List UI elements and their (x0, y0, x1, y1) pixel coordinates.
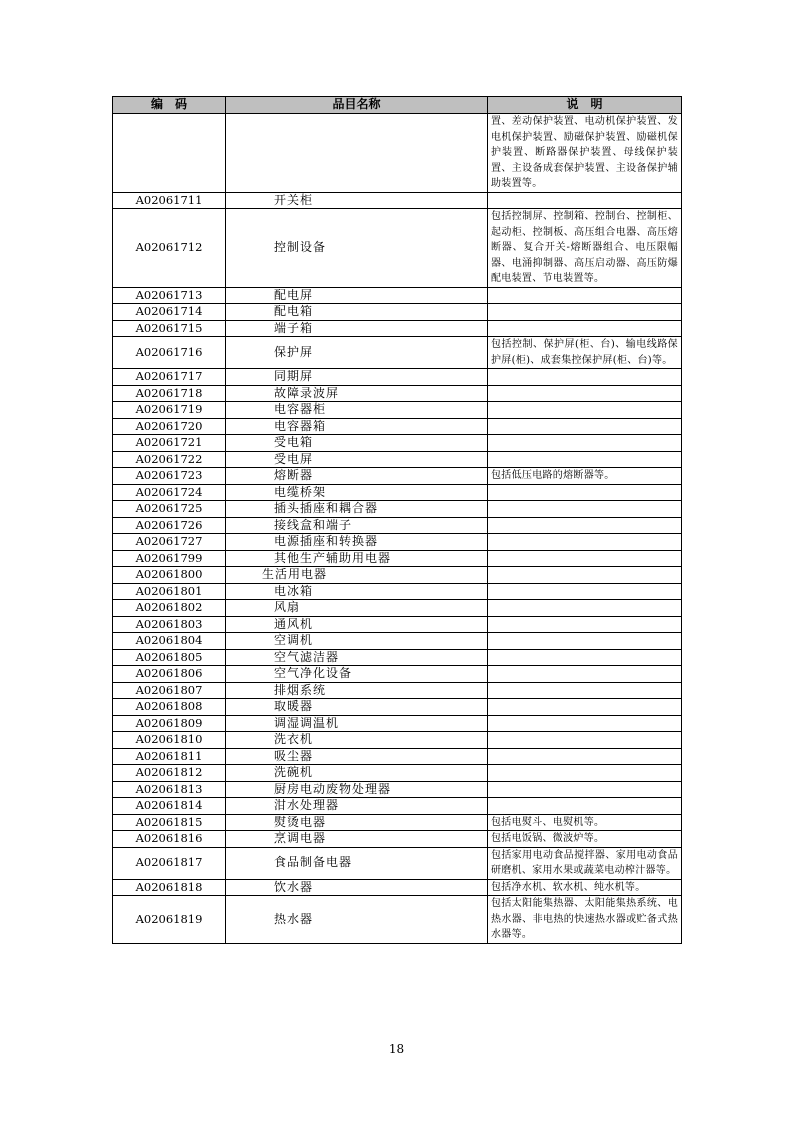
item-description (488, 385, 682, 402)
item-code: A02061711 (113, 192, 226, 209)
item-description (488, 550, 682, 567)
item-description (488, 649, 682, 666)
catalog-table (112, 96, 682, 944)
item-code: A02061722 (113, 451, 226, 468)
table-header-row (113, 97, 682, 114)
item-name: 电缆桥架 (226, 484, 488, 501)
table-row (113, 304, 682, 321)
item-code: A02061724 (113, 484, 226, 501)
table-row (113, 192, 682, 209)
item-name: 食品制备电器 (226, 847, 488, 879)
table-row (113, 402, 682, 419)
item-description (488, 583, 682, 600)
item-description (488, 682, 682, 699)
item-code: A02061815 (113, 814, 226, 831)
item-name: 热水器 (226, 896, 488, 944)
item-name: 调湿调温机 (226, 715, 488, 732)
item-description (488, 418, 682, 435)
item-code: A02061723 (113, 468, 226, 485)
item-code: A02061814 (113, 798, 226, 815)
item-code: A02061813 (113, 781, 226, 798)
item-name: 控制设备 (226, 209, 488, 288)
header-name: 品目名称 (226, 97, 488, 114)
item-name: 受电箱 (226, 435, 488, 452)
table-row (113, 715, 682, 732)
item-code: A02061818 (113, 879, 226, 896)
item-name: 接线盒和端子 (226, 517, 488, 534)
item-description (488, 600, 682, 617)
item-description (488, 451, 682, 468)
table-row (113, 534, 682, 551)
item-description: 包括太阳能集热器、太阳能集热系统、电热水器、非电热的快速热水器或贮备式热水器等。 (488, 896, 682, 944)
item-code: A02061800 (113, 567, 226, 584)
item-code: A02061810 (113, 732, 226, 749)
table-row (113, 633, 682, 650)
item-code: A02061715 (113, 320, 226, 337)
table-row (113, 748, 682, 765)
table-row (113, 484, 682, 501)
table-row (113, 337, 682, 369)
item-name: 厨房电动废物处理器 (226, 781, 488, 798)
item-name: 空气滤洁器 (226, 649, 488, 666)
table-row (113, 583, 682, 600)
item-code: A02061712 (113, 209, 226, 288)
table-row (113, 765, 682, 782)
item-code: A02061726 (113, 517, 226, 534)
header-code: 编 码 (113, 97, 226, 114)
table-row (113, 798, 682, 815)
item-code: A02061809 (113, 715, 226, 732)
item-description (488, 666, 682, 683)
table-row (113, 435, 682, 452)
item-description (488, 567, 682, 584)
item-name: 其他生产辅助用电器 (226, 550, 488, 567)
table-row (113, 682, 682, 699)
item-name: 生活用电器 (226, 567, 488, 584)
table-row (113, 287, 682, 304)
item-description (488, 781, 682, 798)
item-name: 洗碗机 (226, 765, 488, 782)
item-description (488, 616, 682, 633)
item-description: 包括电饭锅、微波炉等。 (488, 831, 682, 848)
item-name: 端子箱 (226, 320, 488, 337)
item-description (488, 501, 682, 518)
item-code: A02061719 (113, 402, 226, 419)
table-row (113, 649, 682, 666)
item-code: A02061804 (113, 633, 226, 650)
item-code: A02061808 (113, 699, 226, 716)
item-description (488, 765, 682, 782)
item-name: 熔断器 (226, 468, 488, 485)
item-description (488, 484, 682, 501)
item-description (488, 435, 682, 452)
table-row (113, 114, 682, 193)
item-name: 熨烫电器 (226, 814, 488, 831)
item-code: A02061807 (113, 682, 226, 699)
header-desc: 说 明 (488, 97, 682, 114)
table-row (113, 385, 682, 402)
item-code: A02061713 (113, 287, 226, 304)
item-name: 风扇 (226, 600, 488, 617)
item-description (488, 633, 682, 650)
item-name: 同期屏 (226, 369, 488, 386)
table-row (113, 781, 682, 798)
table-row (113, 451, 682, 468)
item-description (488, 517, 682, 534)
item-name (226, 114, 488, 193)
item-code: A02061817 (113, 847, 226, 879)
item-code: A02061721 (113, 435, 226, 452)
item-code: A02061812 (113, 765, 226, 782)
item-name: 配电屏 (226, 287, 488, 304)
table-row (113, 831, 682, 848)
item-name: 受电屏 (226, 451, 488, 468)
item-name: 排烟系统 (226, 682, 488, 699)
item-name: 电冰箱 (226, 583, 488, 600)
item-code: A02061803 (113, 616, 226, 633)
table-row (113, 501, 682, 518)
table-row (113, 320, 682, 337)
item-description: 包括控制、保护屏(柜、台)、输电线路保护屏(柜)、成套集控保护屏(柜、台)等。 (488, 337, 682, 369)
item-name: 空调机 (226, 633, 488, 650)
table-row (113, 468, 682, 485)
item-code: A02061819 (113, 896, 226, 944)
table-row (113, 517, 682, 534)
item-name: 饮水器 (226, 879, 488, 896)
page-number: 18 (388, 1042, 405, 1056)
table-body (113, 114, 682, 944)
item-name: 取暖器 (226, 699, 488, 716)
table-row (113, 567, 682, 584)
item-code: A02061816 (113, 831, 226, 848)
item-code: A02061727 (113, 534, 226, 551)
table-row (113, 896, 682, 944)
item-description: 包括电熨斗、电熨机等。 (488, 814, 682, 831)
item-description (488, 534, 682, 551)
table-row (113, 369, 682, 386)
item-description (488, 748, 682, 765)
item-name: 配电箱 (226, 304, 488, 321)
item-code: A02061717 (113, 369, 226, 386)
item-name: 电容器柜 (226, 402, 488, 419)
table-row (113, 847, 682, 879)
item-name: 开关柜 (226, 192, 488, 209)
item-code: A02061801 (113, 583, 226, 600)
item-description (488, 287, 682, 304)
item-description (488, 320, 682, 337)
item-name: 吸尘器 (226, 748, 488, 765)
item-description (488, 369, 682, 386)
item-code: A02061799 (113, 550, 226, 567)
table-row (113, 699, 682, 716)
item-description: 包括家用电动食品搅拌器、家用电动食品研磨机、家用水果或蔬菜电动榨汁器等。 (488, 847, 682, 879)
item-description (488, 304, 682, 321)
item-code: A02061714 (113, 304, 226, 321)
item-name: 故障录波屏 (226, 385, 488, 402)
item-description (488, 699, 682, 716)
item-name: 空气净化设备 (226, 666, 488, 683)
item-description: 包括净水机、软水机、纯水机等。 (488, 879, 682, 896)
item-code: A02061718 (113, 385, 226, 402)
table-row (113, 879, 682, 896)
table-row (113, 814, 682, 831)
table-row (113, 209, 682, 288)
item-description (488, 402, 682, 419)
table-row (113, 600, 682, 617)
item-description (488, 732, 682, 749)
item-name: 电源插座和转换器 (226, 534, 488, 551)
item-description: 包括控制屏、控制箱、控制台、控制柜、起动柜、控制板、高压组合电器、高压熔断器、复合开关-熔断器组合、电压限幅器、电涌抑制器、高压启动器、高压防爆配电装置、节电装置等。 (488, 209, 682, 288)
item-description (488, 192, 682, 209)
item-description (488, 715, 682, 732)
item-description: 置、差动保护装置、电动机保护装置、发电机保护装置、励磁保护装置、励磁机保护装置、断路器保护装置、母线保护装置、主设备成套保护装置、主设备保护辅助装置等。 (488, 114, 682, 193)
item-code (113, 114, 226, 193)
item-code: A02061806 (113, 666, 226, 683)
item-code: A02061716 (113, 337, 226, 369)
table-row (113, 616, 682, 633)
item-code: A02061811 (113, 748, 226, 765)
item-name: 插头插座和耦合器 (226, 501, 488, 518)
item-code: A02061805 (113, 649, 226, 666)
item-name: 烹调电器 (226, 831, 488, 848)
table-row (113, 666, 682, 683)
item-code: A02061725 (113, 501, 226, 518)
item-name: 泔水处理器 (226, 798, 488, 815)
item-code: A02061802 (113, 600, 226, 617)
item-code: A02061720 (113, 418, 226, 435)
item-name: 保护屏 (226, 337, 488, 369)
table-row (113, 550, 682, 567)
table-row (113, 418, 682, 435)
item-description (488, 798, 682, 815)
item-description: 包括低压电路的熔断器等。 (488, 468, 682, 485)
item-name: 电容器箱 (226, 418, 488, 435)
item-name: 通风机 (226, 616, 488, 633)
item-name: 洗衣机 (226, 732, 488, 749)
table-row (113, 732, 682, 749)
